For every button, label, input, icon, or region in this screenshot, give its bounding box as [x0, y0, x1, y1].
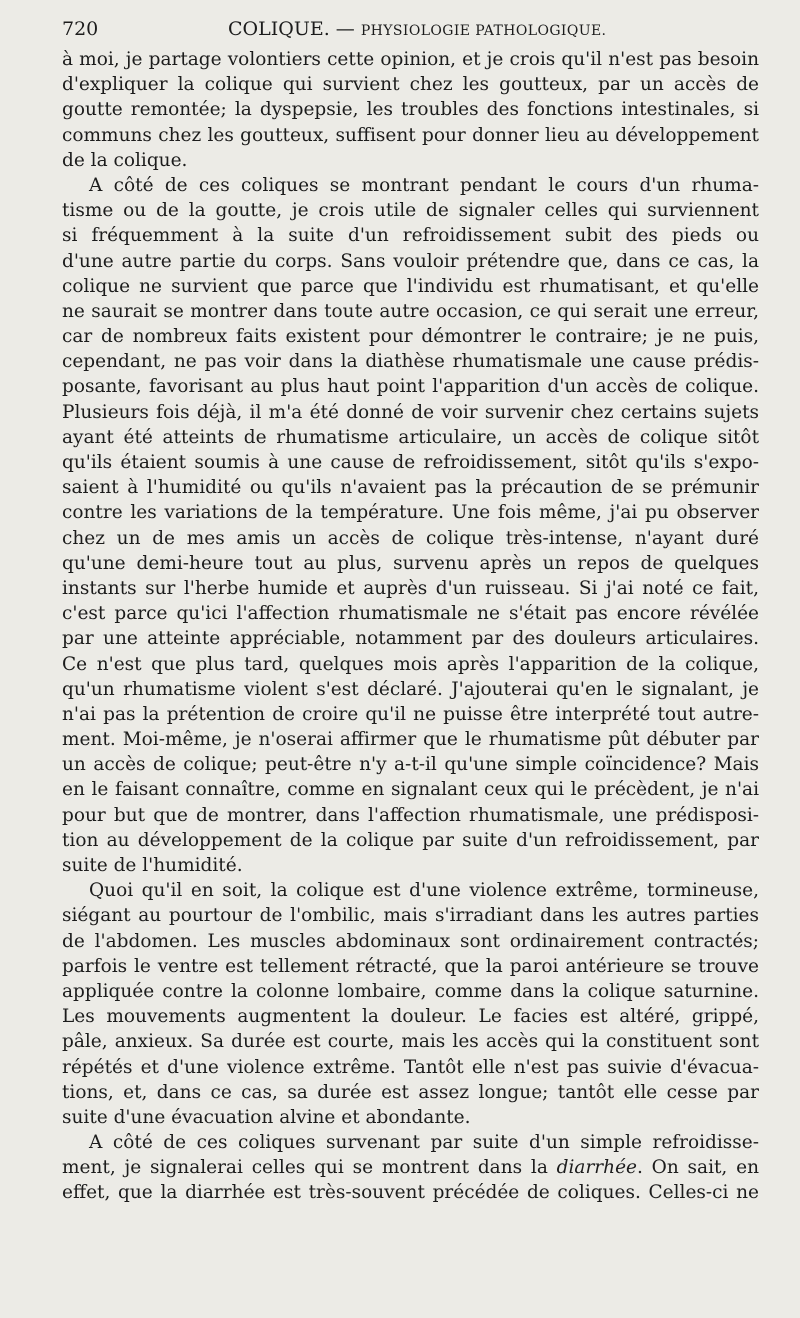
- running-head: [62, 14, 759, 44]
- paragraph-1: [62, 47, 759, 173]
- text-line: A côté de ces coliques se montrant pendant le cours d'un rhuma-: [89, 174, 759, 196]
- paragraph-3: [62, 878, 759, 1130]
- text-line: Quoi qu'il en soit, la colique est d'une violence extrême, tormineuse,: [89, 880, 759, 902]
- text-line-with-italic: [62, 1155, 759, 1180]
- text-line: un accès de colique; peut-être n'y a-t-il qu'une simple coïncidence? Mais: [62, 754, 759, 776]
- text-line: car de nombreux faits existent pour démontrer le contraire; je ne puis,: [62, 326, 759, 348]
- text-line: Plusieurs fois déjà, il m'a été donné de voir survenir chez certains sujets: [62, 401, 759, 423]
- text-line: Ce n'est que plus tard, quelques mois après l'apparition de la colique,: [62, 653, 759, 675]
- running-title: [228, 14, 606, 46]
- body-text: [62, 47, 759, 1206]
- text-line: effet, que la diarrhée est très-souvent précédée de coliques. Celles-ci ne: [62, 1182, 759, 1204]
- text-line: cependant, ne pas voir dans la diathèse rhumatismale une cause prédis-: [62, 351, 759, 373]
- running-title-main: COLIQUE.: [228, 18, 330, 40]
- text-line: par une atteinte appréciable, notamment par des douleurs articulaires.: [62, 628, 759, 650]
- text-line: d'une autre partie du corps. Sans vouloir prétendre que, dans ce cas, la: [62, 250, 759, 272]
- text-line: à moi, je partage volontiers cette opinion, et je crois qu'il n'est pas besoin: [62, 49, 759, 70]
- italic-term: diarrhée: [556, 1157, 637, 1179]
- text-line: posante, favorisant au plus haut point l'apparition d'un accès de colique.: [62, 376, 759, 398]
- text-line: de la colique.: [62, 149, 188, 171]
- text-line: ne saurait se montrer dans toute autre occasion, ce qui serait une erreur,: [62, 300, 759, 322]
- text-line: suite d'une évacuation alvine et abondante.: [62, 1106, 471, 1128]
- text-line: tions, et, dans ce cas, sa durée est assez longue; tantôt elle cesse par: [62, 1081, 759, 1103]
- text-line: A côté de ces coliques survenant par suite d'un simple refroidisse-: [89, 1132, 759, 1154]
- text-line: tisme ou de la goutte, je crois utile de signaler celles qui surviennent: [62, 200, 759, 222]
- text-line: siégant au pourtour de l'ombilic, mais s'irradiant dans les autres parties: [62, 905, 759, 927]
- text-line: communs chez les goutteux, suffisent pour donner lieu au développement: [62, 124, 759, 146]
- text-segment: . On sait, en: [636, 1157, 759, 1179]
- page-number: 720: [62, 18, 99, 40]
- text-line: saient à l'humidité ou qu'ils n'avaient pas la précaution de se prémunir: [62, 477, 759, 499]
- text-line: instants sur l'herbe humide et auprès d'un ruisseau. Si j'ai noté ce fait,: [62, 577, 759, 599]
- text-line: parfois le ventre est tellement rétracté, que la paroi antérieure se trouve: [62, 955, 759, 977]
- text-line: c'est parce qu'ici l'affection rhumatismale ne s'était pas encore révélée: [62, 603, 759, 625]
- running-title-sub: PHYSIOLOGIE PATHOLOGIQUE.: [360, 23, 607, 39]
- text-line: n'ai pas la prétention de croire qu'il ne puisse être interprété tout autre-: [62, 703, 759, 725]
- text-line: en le faisant connaître, comme en signalant ceux qui le précèdent, je n'ai: [62, 779, 759, 801]
- text-line: d'expliquer la colique qui survient chez les goutteux, par un accès de: [62, 74, 759, 96]
- text-line: pour but que de montrer, dans l'affection rhumatismale, une prédisposi-: [62, 804, 759, 826]
- text-line: Les mouvements augmentent la douleur. Le facies est altéré, grippé,: [62, 1006, 759, 1028]
- text-line: chez un de mes amis un accès de colique très-intense, n'ayant duré: [62, 527, 759, 549]
- text-line: appliquée contre la colonne lombaire, comme dans la colique saturnine.: [62, 980, 759, 1002]
- text-line: qu'une demi-heure tout au plus, survenu après un repos de quelques: [62, 552, 759, 574]
- text-line: contre les variations de la température. Une fois même, j'ai pu observer: [62, 502, 759, 524]
- text-line: de l'abdomen. Les muscles abdominaux sont ordinairement contractés;: [62, 930, 759, 952]
- text-line: si fréquemment à la suite d'un refroidissement subit des pieds ou: [62, 225, 759, 247]
- text-line: qu'un rhumatisme violent s'est déclaré. J'ajouterai qu'en le signalant, je: [62, 678, 759, 700]
- paragraph-4: [62, 1130, 759, 1206]
- text-line: tion au développement de la colique par suite d'un refroidissement, par: [62, 829, 759, 851]
- text-line: qu'ils étaient soumis à une cause de refroidissement, sitôt qu'ils s'expo-: [62, 452, 759, 473]
- running-title-separator: —: [335, 18, 355, 40]
- paragraph-2: [62, 173, 759, 878]
- text-line: goutte remontée; la dyspepsie, les troubles des fonctions intestinales, si: [62, 99, 759, 121]
- text-line: répétés et d'une violence extrême. Tantôt elle n'est pas suivie d'évacua-: [62, 1056, 759, 1078]
- text-segment: ment, je signalerai celles qui se montrent dans la: [62, 1157, 557, 1179]
- text-line: pâle, anxieux. Sa durée est courte, mais les accès qui la constituent sont: [62, 1031, 759, 1053]
- text-line: suite de l'humidité.: [62, 855, 243, 876]
- text-line: colique ne survient que parce que l'individu est rhumatisant, et qu'elle: [62, 275, 759, 297]
- text-line: ment. Moi-même, je n'oserai affirmer que le rhumatisme pût débuter par: [62, 729, 759, 751]
- text-line: ayant été atteints de rhumatisme articulaire, un accès de colique sitôt: [62, 426, 759, 448]
